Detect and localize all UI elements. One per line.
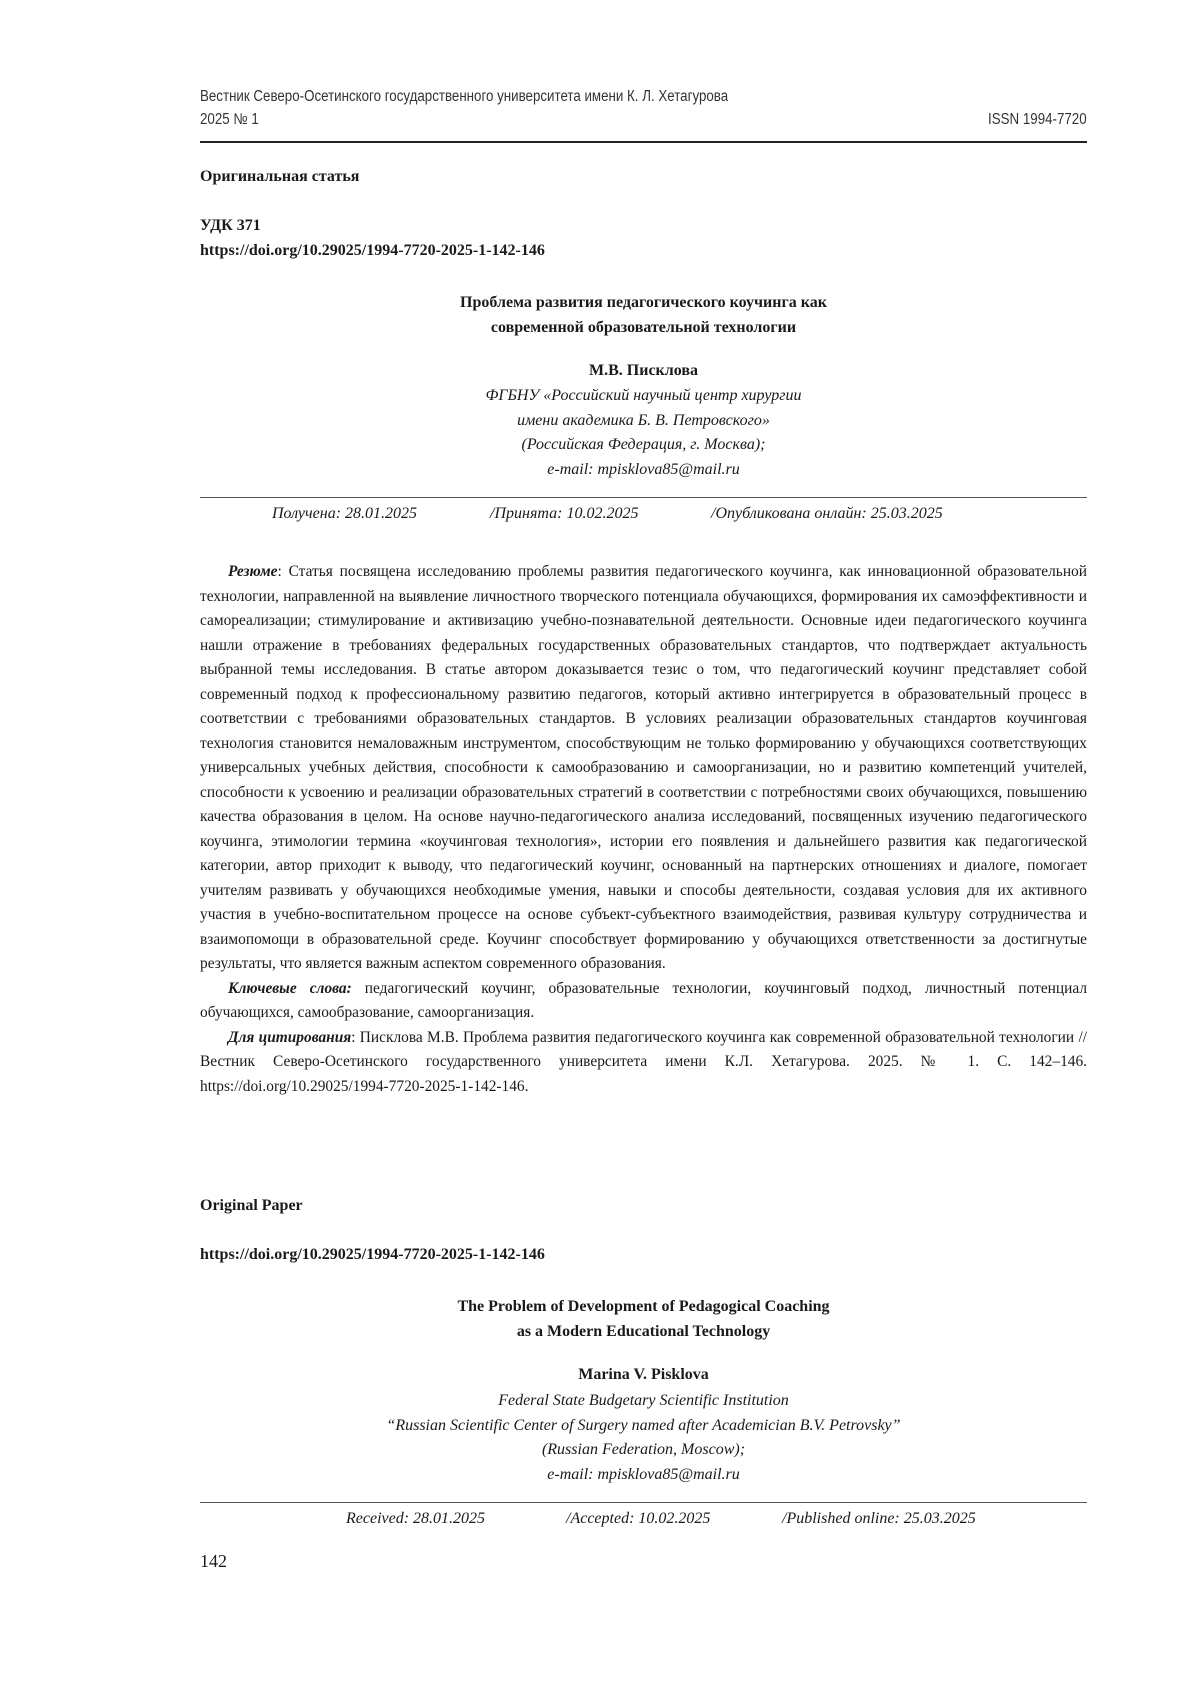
keywords-paragraph [200, 977, 1087, 1026]
title-en-line-1: The Problem of Development of Pedagogical Coaching [457, 1298, 830, 1315]
article-type-ru: Оригинальная статья [200, 168, 360, 185]
received-date-en: Received: 28.01.2025 [346, 1510, 486, 1527]
abstract-paragraph [200, 560, 1087, 977]
received-date-ru: Получена: 28.01.2025 [272, 505, 418, 522]
dates-rule-en [200, 1502, 1087, 1503]
accepted-date-ru: /Принята: 10.02.2025 [490, 505, 639, 522]
citation-text: : Писклова М.В. Проблема развития педагогического коучинга как современной образовательной технологии // Вестник Северо-Осетинского государственного университета имени К.Л. Хетагурова. 2025. № 1. С. 142–146. https://doi.org/10.29025/1994-7720-2025-1-142-146. [200, 1028, 1087, 1095]
abstract-label: Резюме [228, 563, 278, 580]
title-en-line-2: as a Modern Educational Technology [516, 1323, 771, 1340]
affiliation-ru-line-2: имени академика Б. В. Петровского» [517, 411, 770, 429]
email-ru[interactable]: e-mail: mpisklova85@mail.ru [547, 460, 740, 478]
doi-link-en[interactable]: https://doi.org/10.29025/1994-7720-2025-1-142-146 [200, 1246, 545, 1263]
affiliation-en-line-3: (Russian Federation, Moscow); [541, 1441, 746, 1458]
keywords-text: педагогический коучинг, образовательные технологии, коучинговый подход, личностный потенциал обучающихся, самообразование, самоорганизация. [200, 979, 1088, 1021]
author-en: Marina V. Pisklova [578, 1366, 709, 1383]
issn: ISSN 1994-7720 [988, 111, 1087, 128]
dates-rule-ru [200, 497, 1087, 498]
keywords-label: Ключевые слова: [228, 979, 352, 997]
accepted-date-en: /Accepted: 10.02.2025 [566, 1510, 711, 1527]
affiliation-ru-line-1: ФГБНУ «Российский научный центр хирургии [485, 387, 802, 404]
journal-title: Вестник Северо-Осетинского государственного университета имени К. Л. Хетагурова [200, 88, 729, 105]
affiliation-en [200, 1389, 1087, 1487]
abstract-text: : Статья посвящена исследованию проблемы развития педагогического коучинга, как инновационной образовательной технологии, направленной на выявление личностного творческого потенциала обучающихся, формирования их самоэффективности и самореализации; стимулирование и активизацию учебно-познавательной деятельности. Основные идеи педагогического коучинга нашли отражение в требованиях федеральных государственных образовательных стандартов, что подтверждает актуальность выбранной темы исследования. В статье автором доказывается тезис о том, что педагогический коучинг представляет собой современный подход к профессиональному развитию педагогов, который активно интегрируется в образовательный процесс в соответствии с требованиями образовательных стандартов. В условиях реализации образовательных стандартов коучинговая технология становится немаловажным инструментом, способствующим не только формированию у обучающихся соответствующих универсальных учебных действия, способности к самообразованию и самоорганизации, но и развитию компетенций учителей, способности к усвоению и реализации образовательных стратегий в соответствии с потребностями своих обучающихся, повышению качества образования в целом. На основе научно-педагогического анализа исследований, посвященных изучению педагогического коучинга, этимологии термина «коучинговая технология», истории его появления и дальнейшего развития как педагогической категории, автор приходит к выводу, что педагогический коучинг, основанный на партнерских отношениях и диалоге, помогает учителям развивать у обучающихся необходимые умения, навыки и способы деятельности, создавая условия для их активного участия в учебно-воспитательном процессе на основе субъект-субъектного взаимодействия, развивая культуру сотрудничества и взаимопомощи в образовательной среде. Коучинг способствует формированию у обучающихся ответственности за достигнутые результаты, что является важным аспектом современного образования. [200, 563, 1087, 972]
journal-page [200, 0, 1087, 1697]
published-date-ru: /Опубликована онлайн: 25.03.2025 [711, 505, 943, 522]
email-en[interactable]: e-mail: mpisklova85@mail.ru [547, 1465, 740, 1483]
title-ru-line-1: Проблема развития педагогического коучинга как [460, 294, 827, 311]
article-title-ru [200, 290, 1087, 340]
article-title-en [200, 1294, 1087, 1344]
citation-label: Для цитирования [228, 1028, 352, 1046]
doi-link-ru[interactable]: https://doi.org/10.29025/1994-7720-2025-1-142-146 [200, 242, 545, 259]
affiliation-ru [200, 384, 1087, 482]
header-rule [200, 141, 1087, 143]
title-ru-line-2: современной образовательной технологии [490, 319, 797, 336]
citation-paragraph [200, 1026, 1087, 1100]
author-ru: М.В. Писклова [589, 362, 698, 379]
article-type-en: Original Paper [200, 1197, 303, 1214]
issue-number: 2025 № 1 [200, 111, 259, 128]
udc-code: УДК 371 [200, 217, 261, 234]
affiliation-en-line-1: Federal State Budgetary Scientific Institution [498, 1392, 789, 1409]
published-date-en: /Published online: 25.03.2025 [782, 1510, 976, 1527]
page-number: 142 [200, 1551, 227, 1571]
affiliation-ru-line-3: (Российская Федерация, г. Москва); [521, 436, 766, 453]
affiliation-en-line-2: “Russian Scientific Center of Surgery named after Academician B.V. Petrovsky” [386, 1416, 901, 1434]
abstract-section-ru [200, 560, 1087, 1099]
